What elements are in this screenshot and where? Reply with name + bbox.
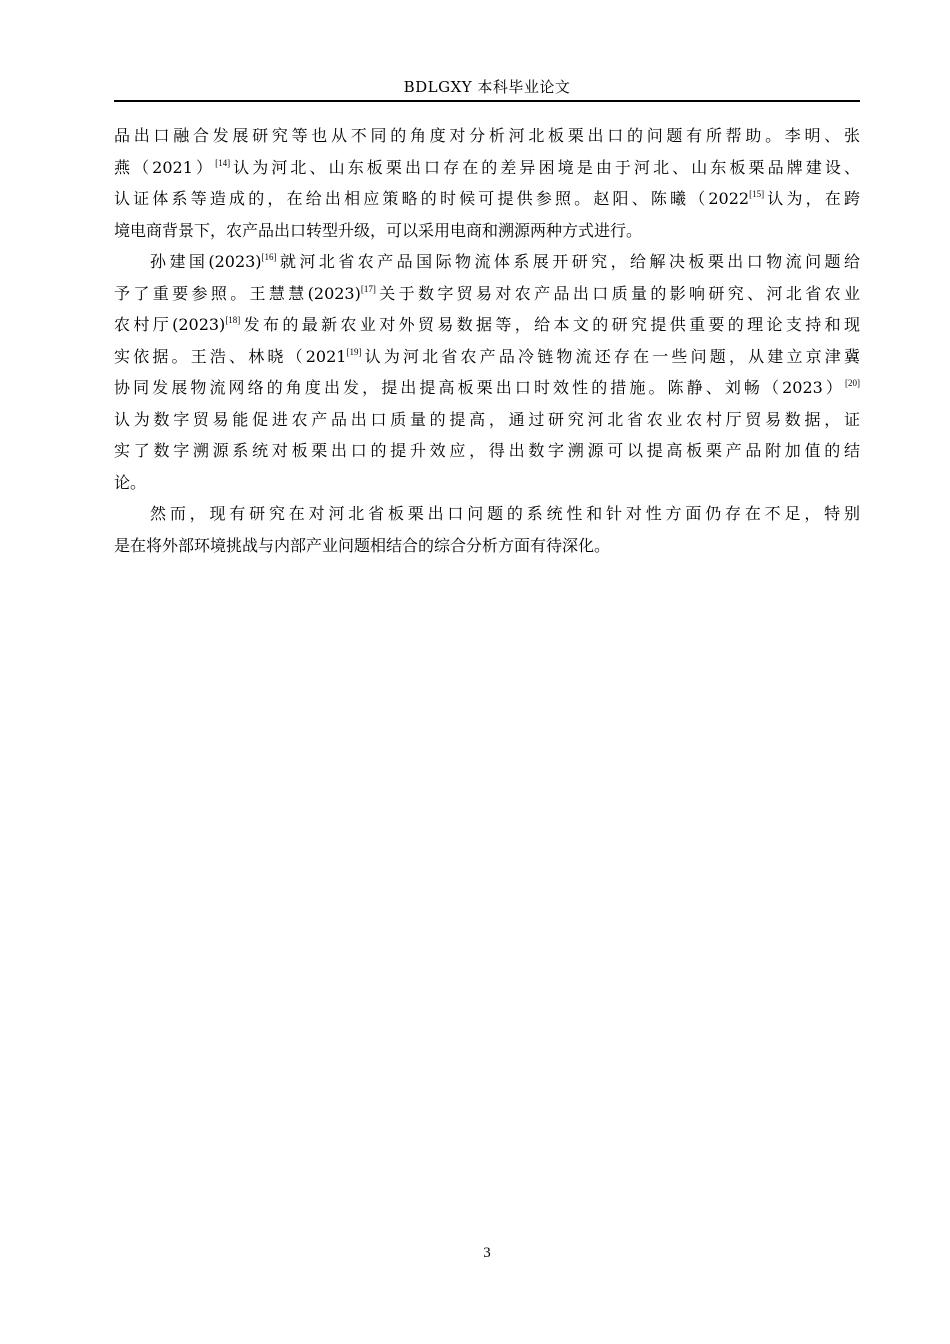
citation-ref: [19] bbox=[346, 346, 362, 357]
text-line: 品出口融合发展研究等也从不同的角度对分析河北板栗出口的问题有所帮助。李明、张 bbox=[114, 126, 860, 145]
text-line bbox=[114, 246, 860, 278]
text-line bbox=[114, 372, 860, 404]
text-span: 认为，在跨 bbox=[764, 189, 860, 208]
paragraph-2 bbox=[114, 246, 860, 498]
text-span: 发布的最新农业对外贸易数据等，给本文的研究提供重要的理论支持和现 bbox=[240, 315, 860, 334]
running-header: BDLGXY 本科毕业论文 bbox=[403, 78, 571, 96]
citation-ref: [20] bbox=[845, 378, 860, 388]
text-line: 然而，现有研究在对河北省板栗出口问题的系统性和针对性方面仍存在不足，特别 bbox=[150, 504, 860, 523]
citation-ref: [17] bbox=[360, 283, 376, 294]
text-line: 是在将外部环境挑战与内部产业问题相结合的综合分析方面有待深化。 bbox=[114, 535, 611, 555]
text-line bbox=[114, 309, 860, 341]
citation-ref: [16] bbox=[261, 252, 277, 262]
text-line bbox=[114, 183, 860, 215]
citation-ref: [14] bbox=[215, 157, 231, 168]
text-span: 燕（2021） bbox=[114, 157, 216, 177]
text-span: 关于数字贸易对农产品出口质量的影响研究、河北省农业 bbox=[375, 283, 860, 303]
page-number: 3 bbox=[483, 1245, 491, 1261]
citation-ref: [18] bbox=[225, 315, 241, 325]
text-line: 实了数字溯源系统对板栗出口的提升效应，得出数字溯源可以提高板栗产品附加值的结 bbox=[114, 441, 860, 460]
text-line: 认为数字贸易能促进农产品出口质量的提高，通过研究河北省农业农村厅贸易数据，证 bbox=[114, 409, 860, 429]
text-span: 协同发展物流网络的角度出发，提出提高板栗出口时效性的措施。陈静、刘畅（2023） bbox=[114, 378, 845, 397]
text-span: 孙建国(2023) bbox=[150, 252, 262, 271]
text-span: 就河北省农产品国际物流体系展开研究，给解决板栗出口物流问题给 bbox=[276, 252, 860, 271]
text-span: 予了重要参照。王慧慧(2023) bbox=[114, 283, 361, 303]
paragraph-1 bbox=[114, 120, 860, 246]
text-line: 境电商背景下，农产品出口转型升级，可以采用电商和溯源两种方式进行。 bbox=[114, 220, 643, 240]
text-line: 论。 bbox=[114, 472, 147, 492]
header-rule bbox=[114, 100, 860, 102]
text-span: 农村厅(2023) bbox=[114, 315, 226, 334]
text-line bbox=[114, 152, 860, 184]
text-span: 认证体系等造成的，在给出相应策略的时候可提供参照。赵阳、陈曦（2022 bbox=[114, 189, 750, 208]
body-text bbox=[114, 120, 860, 561]
text-line bbox=[114, 341, 860, 373]
text-span: 认为河北省农产品冷链物流还存在一些问题，从建立京津冀 bbox=[361, 346, 860, 366]
paragraph-3 bbox=[114, 498, 860, 561]
text-span: 实依据。王浩、林晓（2021 bbox=[114, 346, 347, 366]
text-line bbox=[114, 278, 860, 310]
citation-ref: [15] bbox=[749, 189, 765, 199]
text-span: 认为河北、山东板栗出口存在的差异困境是由于河北、山东板栗品牌建设、 bbox=[230, 157, 860, 177]
